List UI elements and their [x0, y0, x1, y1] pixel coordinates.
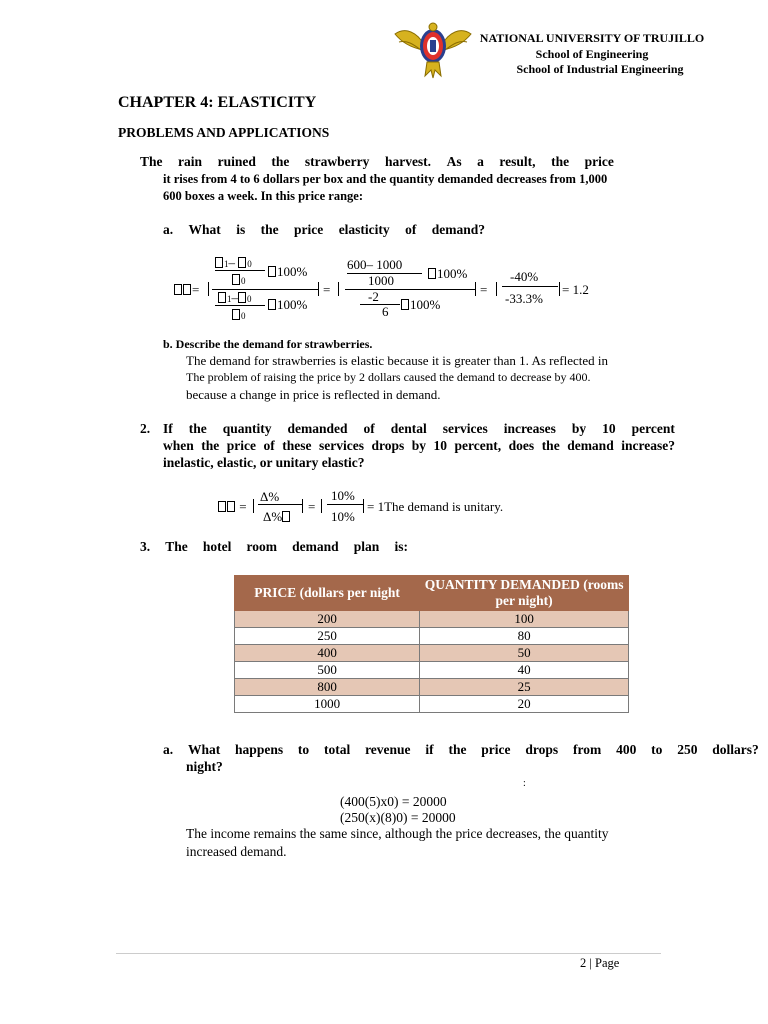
- table-header-row: [235, 576, 629, 611]
- problem1-line2: it rises from 4 to 6 dollars per box and the quantity demanded decreases from 1,000: [163, 172, 608, 186]
- problem3-line: 3. The hotel room demand plan is:: [140, 539, 408, 554]
- answer-3a-line1: The income remains the same since, although the price decreases, the quantity: [186, 826, 609, 841]
- table-row: 800 25: [235, 679, 629, 696]
- answer-1b-line2: The problem of raising the price by 2 dollars caused the demand to decrease by 400.: [186, 370, 591, 384]
- table-row: 200 100: [235, 611, 629, 628]
- problem1-line1: The rain ruined the strawberry harvest. As a result, the price: [140, 154, 614, 169]
- problem2-line1: If the quantity demanded of dental services increases by 10 percent: [163, 421, 675, 436]
- section-title: PROBLEMS AND APPLICATIONS: [118, 125, 330, 140]
- chapter-title: CHAPTER 4: ELASTICITY: [118, 94, 317, 111]
- table-row: 1000 20: [235, 696, 629, 713]
- question-1b: b. Describe the demand for strawberries.: [163, 337, 373, 351]
- price-column-header: PRICE (dollars per night: [235, 576, 420, 611]
- answer-1b-line3: because a change in price is reflected in demand.: [186, 387, 441, 402]
- university-name: NATIONAL UNIVERSITY OF TRUJILLO: [479, 31, 705, 45]
- school-of-industrial-engineering: School of Industrial Engineering: [516, 62, 684, 76]
- quantity-column-header: QUANTITY DEMANDED (rooms per night): [420, 576, 629, 611]
- problem1-line3: 600 boxes a week. In this price range:: [163, 189, 363, 203]
- university-crest-logo: [393, 20, 473, 82]
- footer-divider: [116, 953, 661, 954]
- table-row: 250 80: [235, 628, 629, 645]
- revenue-calc-1: (400(5)x0) = 20000: [340, 794, 447, 809]
- school-of-engineering: School of Engineering: [535, 47, 649, 61]
- table-row: 500 40: [235, 662, 629, 679]
- page-number: 2 | Page: [580, 956, 620, 970]
- revenue-calc-2: (250(x)(8)0) = 20000: [340, 810, 456, 825]
- table-row: 400 50: [235, 645, 629, 662]
- stray-colon: :: [523, 778, 526, 789]
- problem2-line3: inelastic, elastic, or unitary elastic?: [163, 455, 365, 470]
- answer-1b-line1: The demand for strawberries is elastic because it is greater than 1. As reflected in: [186, 353, 608, 368]
- question-1a: a. What is the price elasticity of demand?: [163, 222, 485, 237]
- question-3a-line2: night?: [186, 759, 223, 774]
- problem2-number: 2.: [140, 421, 151, 436]
- hotel-demand-table: [234, 575, 629, 713]
- question-3a-line1: a. What happens to total revenue if the price drops from 400 to 250 dollars?: [163, 742, 759, 757]
- answer-3a-line2: increased demand.: [186, 844, 287, 859]
- problem2-line2: when the price of these services drops by 10 percent, does the demand increase?: [163, 438, 675, 453]
